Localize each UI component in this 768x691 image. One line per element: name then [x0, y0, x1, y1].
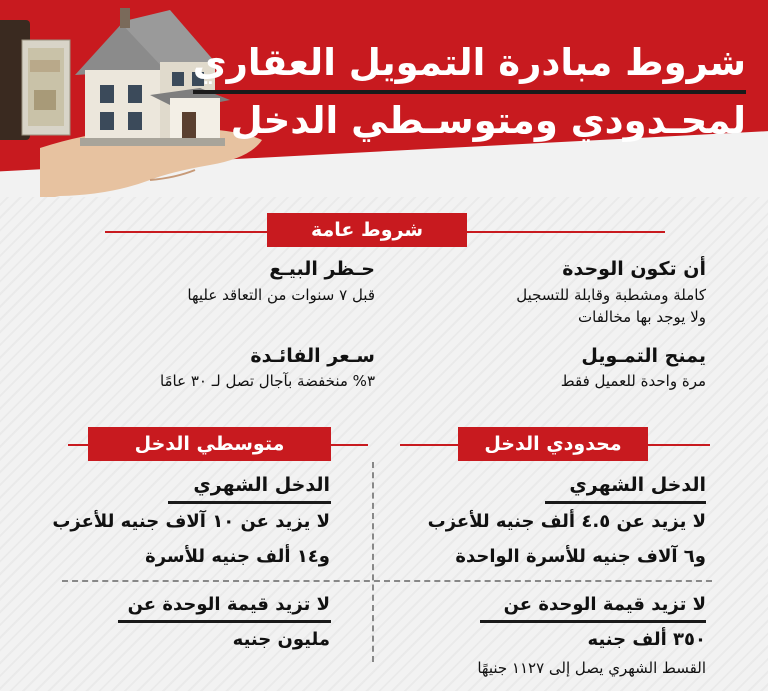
mid-income-monthly-title: الدخل الشهري: [193, 474, 330, 496]
wallet-with-banknotes-illustration: [0, 20, 70, 140]
unit-line-1: كاملة ومشطبة وقابلة للتسجيل: [516, 286, 706, 304]
low-income-installment-note: القسط الشهري يصل إلى ١١٢٧ جنيهًا: [477, 659, 706, 677]
horizontal-dashed-divider: [62, 580, 712, 582]
title-line-2: لمحـدودي ومتوسـطي الدخل: [230, 99, 746, 142]
vertical-dashed-divider: [372, 462, 374, 662]
ban-title: حـظر البيـع: [269, 258, 375, 280]
house-in-hand-illustration: [0, 0, 270, 197]
low-income-monthly-title: الدخل الشهري: [569, 474, 706, 496]
mid-income-title-underline: [168, 501, 331, 504]
low-income-value-title: لا تزيد قيمة الوحدة عن: [503, 594, 706, 615]
header-banner: [0, 0, 768, 197]
finance-line-1: مرة واحدة للعميل فقط: [560, 372, 706, 390]
interest-line-1: ٣% منخفضة بآجال تصل لـ ٣٠ عامًا: [159, 372, 375, 390]
low-income-title-underline: [545, 501, 706, 504]
mid-income-value-amount: مليون جنيه: [232, 629, 330, 650]
page-title: [192, 36, 746, 148]
mid-income-value-underline: [118, 620, 331, 623]
mid-income-tag: متوسطي الدخل: [88, 427, 331, 461]
ban-line-1: قبل ٧ سنوات من التعاقد عليها: [187, 286, 375, 304]
low-income-value-underline: [480, 620, 706, 623]
interest-title: سـعر الفائـدة: [250, 345, 375, 367]
unit-title: أن تكون الوحدة: [562, 258, 706, 280]
mid-income-line-2: و١٤ ألف جنيه للأسرة: [145, 546, 330, 567]
title-line-1: شروط مبادرة التمويل العقاري: [193, 36, 746, 94]
low-income-line-2: و٦ آلاف جنيه للأسرة الواحدة: [455, 546, 706, 567]
low-income-tag: محدودي الدخل: [458, 427, 648, 461]
general-tag: شروط عامة: [267, 213, 467, 247]
unit-line-2: ولا يوجد بها مخالفات: [578, 308, 706, 326]
mid-income-value-title: لا تزيد قيمة الوحدة عن: [127, 594, 330, 615]
low-income-value-amount: ٣٥٠ ألف جنيه: [587, 629, 706, 650]
mid-income-line-1: لا يزيد عن ١٠ آلاف جنيه للأعزب: [52, 511, 330, 532]
finance-title: يمنح التمـويل: [581, 345, 706, 367]
low-income-line-1: لا يزيد عن ٤.٥ ألف جنيه للأعزب: [427, 511, 706, 532]
